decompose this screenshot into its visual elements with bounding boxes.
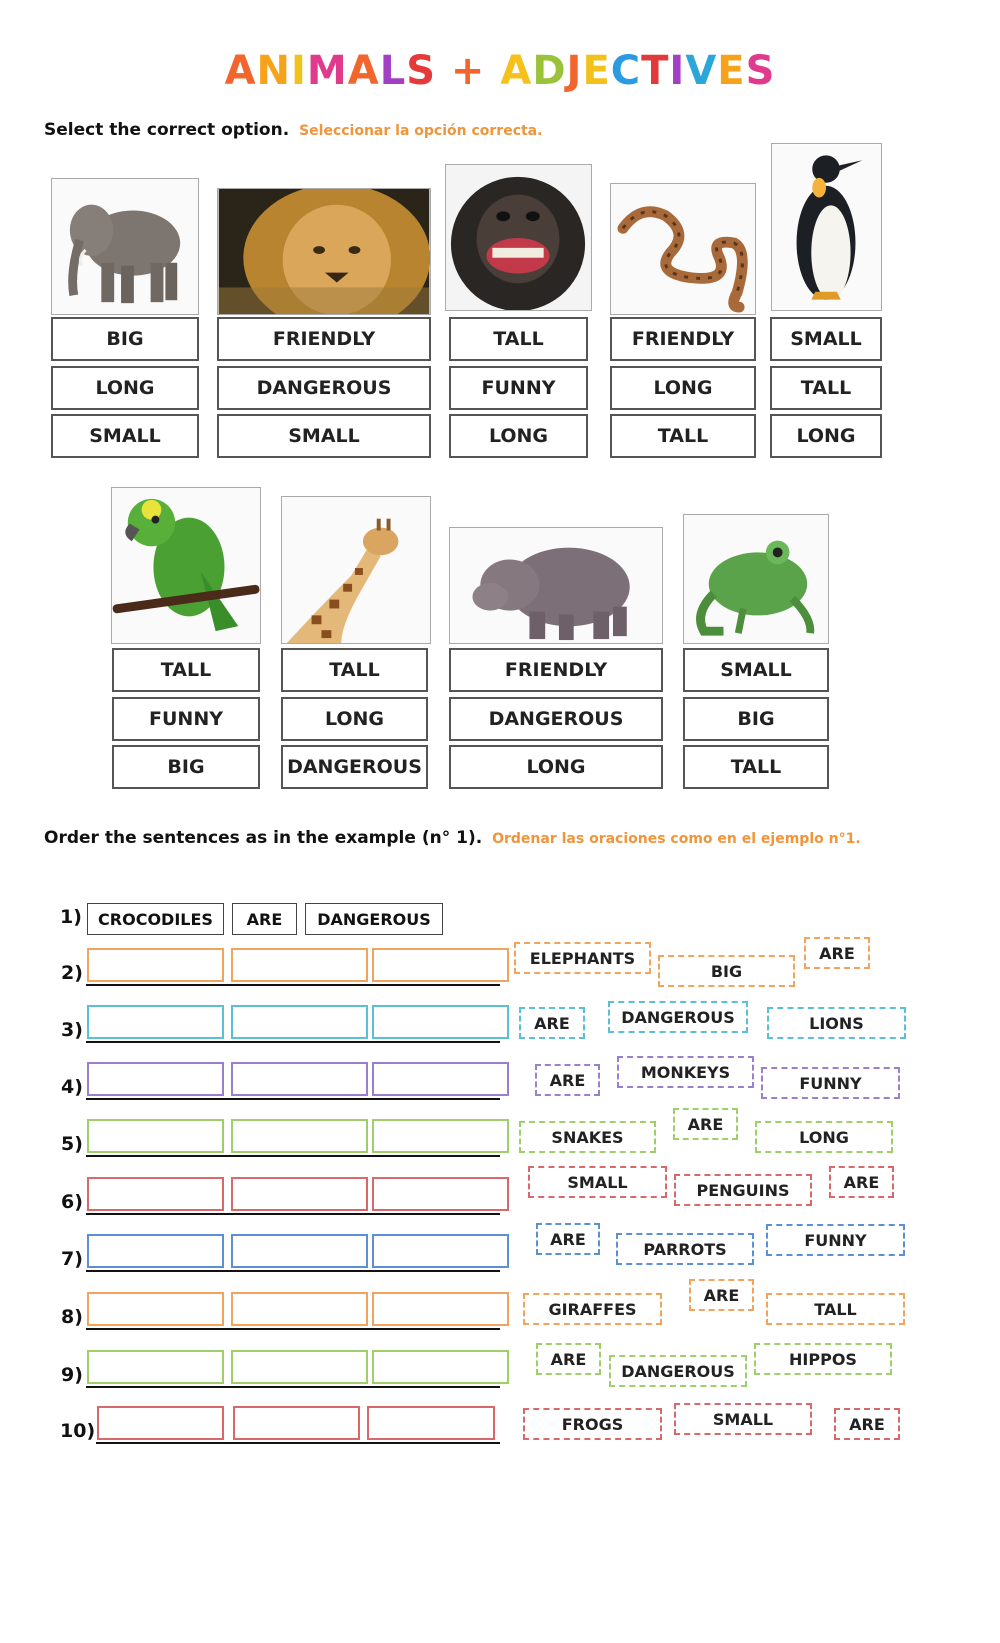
title-letter: A <box>224 48 257 94</box>
title-letter: E <box>717 48 746 94</box>
example-word-2: ARE <box>232 903 297 935</box>
answer-line <box>86 984 500 986</box>
giraffe-option-1[interactable]: TALL <box>281 648 428 692</box>
answer-slot-1[interactable] <box>87 1177 224 1211</box>
answer-slot-1[interactable] <box>87 1350 224 1384</box>
snake-option-3[interactable]: TALL <box>610 414 756 458</box>
answer-line <box>86 1328 500 1330</box>
section1-instruction <box>44 120 542 140</box>
sentence-number: 8) <box>61 1306 83 1328</box>
title-letter: T <box>641 48 670 94</box>
answer-slot-3[interactable] <box>372 1005 509 1039</box>
frog-option-1[interactable]: SMALL <box>683 648 829 692</box>
answer-slot-1[interactable] <box>87 1062 224 1096</box>
giraffe-option-2[interactable]: LONG <box>281 697 428 741</box>
frog-image <box>683 514 829 644</box>
answer-slot-2[interactable] <box>231 948 368 982</box>
sentence-number: 6) <box>61 1191 83 1213</box>
answer-slot-2[interactable] <box>233 1406 360 1440</box>
parrot-option-2[interactable]: FUNNY <box>112 697 260 741</box>
draggable-word[interactable]: ARE <box>804 937 870 969</box>
title-letter: L <box>379 48 407 94</box>
draggable-word[interactable]: SMALL <box>674 1403 812 1435</box>
snake-image <box>610 183 756 315</box>
title-letter: + <box>436 48 501 94</box>
draggable-word[interactable]: ARE <box>834 1408 900 1440</box>
sentence-number: 4) <box>61 1076 83 1098</box>
answer-slot-2[interactable] <box>231 1234 368 1268</box>
hippo-option-1[interactable]: FRIENDLY <box>449 648 663 692</box>
lion-option-3[interactable]: SMALL <box>217 414 431 458</box>
frog-option-3[interactable]: TALL <box>683 745 829 789</box>
instruction-es: Ordenar las oraciones como en el ejemplo n°1. <box>492 831 861 847</box>
answer-line <box>86 1213 500 1215</box>
draggable-word[interactable]: GIRAFFES <box>523 1293 662 1325</box>
parrot-image <box>111 487 261 644</box>
sentence-number: 3) <box>61 1019 83 1041</box>
title-letter: D <box>532 48 567 94</box>
giraffe-image <box>281 496 431 644</box>
lion-option-1[interactable]: FRIENDLY <box>217 317 431 361</box>
draggable-word[interactable]: PENGUINS <box>674 1174 812 1206</box>
draggable-word[interactable]: ARE <box>519 1007 585 1039</box>
answer-line <box>86 1155 500 1157</box>
draggable-word[interactable]: DANGEROUS <box>608 1001 748 1033</box>
monkey-option-1[interactable]: TALL <box>449 317 588 361</box>
lion-image <box>217 188 431 315</box>
answer-slot-1[interactable] <box>87 1119 224 1153</box>
title-letter: I <box>291 48 307 94</box>
draggable-word[interactable]: ARE <box>829 1166 894 1198</box>
title-letter: S <box>406 48 436 94</box>
draggable-word[interactable]: SNAKES <box>519 1121 656 1153</box>
answer-line <box>96 1442 500 1444</box>
example-word-3: DANGEROUS <box>305 903 443 935</box>
answer-line <box>86 1386 500 1388</box>
draggable-word[interactable]: DANGEROUS <box>609 1355 747 1387</box>
draggable-word[interactable]: TALL <box>766 1293 905 1325</box>
title-letter: J <box>566 48 583 94</box>
title-letter: A <box>347 48 380 94</box>
draggable-word[interactable]: ARE <box>673 1108 738 1140</box>
answer-slot-3[interactable] <box>372 1177 509 1211</box>
title-letter: M <box>306 48 348 94</box>
draggable-word[interactable]: FROGS <box>523 1408 662 1440</box>
answer-slot-3[interactable] <box>372 1234 509 1268</box>
draggable-word[interactable]: PARROTS <box>616 1233 754 1265</box>
snake-option-1[interactable]: FRIENDLY <box>610 317 756 361</box>
answer-slot-1[interactable] <box>87 948 224 982</box>
elephant-image <box>51 178 199 315</box>
penguin-option-3[interactable]: LONG <box>770 414 882 458</box>
example-word-1: CROCODILES <box>87 903 224 935</box>
title-letter: N <box>256 48 292 94</box>
hippo-option-2[interactable]: DANGEROUS <box>449 697 663 741</box>
answer-line <box>86 1098 500 1100</box>
example-number: 1) <box>60 906 82 928</box>
answer-slot-2[interactable] <box>231 1005 368 1039</box>
draggable-word[interactable]: FUNNY <box>766 1224 905 1256</box>
draggable-word[interactable]: HIPPOS <box>754 1343 892 1375</box>
answer-slot-2[interactable] <box>231 1177 368 1211</box>
draggable-word[interactable]: ELEPHANTS <box>514 942 651 974</box>
hippo-option-3[interactable]: LONG <box>449 745 663 789</box>
worksheet-title <box>0 48 1000 94</box>
penguin-image <box>771 143 882 311</box>
frog-option-2[interactable]: BIG <box>683 697 829 741</box>
sentence-number: 10) <box>60 1420 96 1442</box>
lion-option-2[interactable]: DANGEROUS <box>217 366 431 410</box>
monkey-option-2[interactable]: FUNNY <box>449 366 588 410</box>
draggable-word[interactable]: FUNNY <box>761 1067 900 1099</box>
answer-line <box>86 1270 500 1272</box>
title-letter: E <box>582 48 611 94</box>
draggable-word[interactable]: ARE <box>689 1279 754 1311</box>
answer-slot-1[interactable] <box>87 1292 224 1326</box>
draggable-word[interactable]: MONKEYS <box>617 1056 754 1088</box>
monkey-option-3[interactable]: LONG <box>449 414 588 458</box>
instruction-es: Seleccionar la opción correcta. <box>299 123 543 139</box>
parrot-option-1[interactable]: TALL <box>112 648 260 692</box>
sentence-number: 5) <box>61 1133 83 1155</box>
answer-slot-2[interactable] <box>231 1292 368 1326</box>
sentence-number: 7) <box>61 1248 83 1270</box>
draggable-word[interactable]: ARE <box>536 1223 600 1255</box>
draggable-word[interactable]: ARE <box>536 1343 601 1375</box>
answer-slot-2[interactable] <box>231 1062 368 1096</box>
answer-line <box>86 1041 500 1043</box>
title-letter: I <box>669 48 686 94</box>
monkey-image <box>445 164 592 311</box>
draggable-word[interactable]: LONG <box>755 1121 893 1153</box>
elephant-option-3[interactable]: SMALL <box>51 414 199 458</box>
penguin-option-1[interactable]: SMALL <box>770 317 882 361</box>
instruction-en: Select the correct option. <box>44 120 290 140</box>
answer-slot-2[interactable] <box>231 1350 368 1384</box>
answer-slot-3[interactable] <box>372 1119 509 1153</box>
answer-slot-2[interactable] <box>231 1119 368 1153</box>
answer-slot-3[interactable] <box>372 1062 509 1096</box>
draggable-word[interactable]: BIG <box>658 955 795 987</box>
snake-option-2[interactable]: LONG <box>610 366 756 410</box>
title-letter: A <box>500 48 533 94</box>
sentence-number: 2) <box>61 962 83 984</box>
answer-slot-1[interactable] <box>97 1406 224 1440</box>
title-letter: V <box>685 48 718 94</box>
hippo-image <box>449 527 663 644</box>
answer-slot-3[interactable] <box>372 1350 509 1384</box>
answer-slot-3[interactable] <box>372 948 509 982</box>
answer-slot-3[interactable] <box>367 1406 495 1440</box>
parrot-option-3[interactable]: BIG <box>112 745 260 789</box>
instruction-en: Order the sentences as in the example (n° 1). <box>44 828 483 848</box>
draggable-word[interactable]: SMALL <box>528 1166 667 1198</box>
answer-slot-1[interactable] <box>87 1005 224 1039</box>
title-letter: S <box>745 48 776 94</box>
draggable-word[interactable]: LIONS <box>767 1007 906 1039</box>
answer-slot-1[interactable] <box>87 1234 224 1268</box>
sentence-number: 9) <box>61 1364 83 1386</box>
answer-slot-3[interactable] <box>372 1292 509 1326</box>
title-letter: C <box>610 48 642 94</box>
section2-instruction <box>44 828 861 848</box>
draggable-word[interactable]: ARE <box>535 1064 600 1096</box>
elephant-option-1[interactable]: BIG <box>51 317 199 361</box>
elephant-option-2[interactable]: LONG <box>51 366 199 410</box>
penguin-option-2[interactable]: TALL <box>770 366 882 410</box>
giraffe-option-3[interactable]: DANGEROUS <box>281 745 428 789</box>
